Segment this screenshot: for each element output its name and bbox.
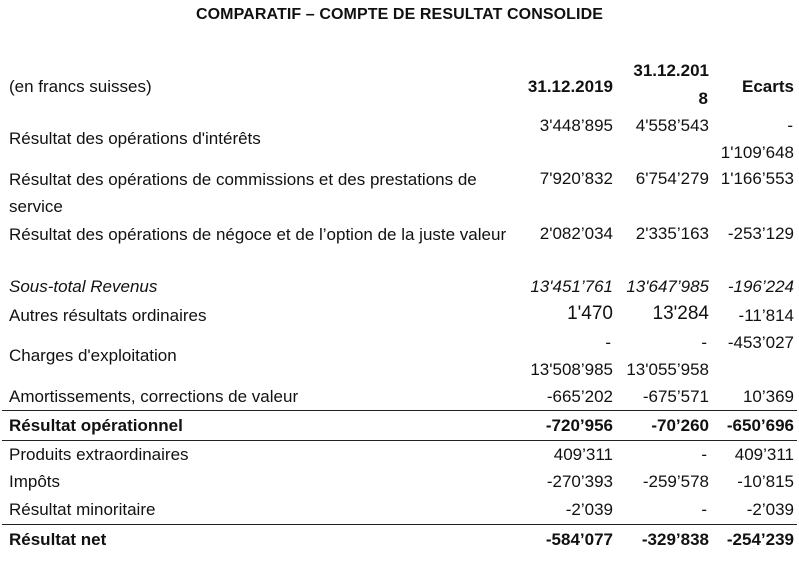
value-ecart: -254’239 — [726, 530, 794, 549]
value-ecart: -196’224 — [727, 277, 794, 296]
value-ecart: -11’814 — [738, 306, 794, 325]
value-ecart: 10’369 — [742, 387, 794, 406]
value-2018: -329’838 — [641, 530, 709, 549]
value-2019: -270’393 — [546, 472, 613, 491]
value-2019: -2’039 — [565, 500, 613, 519]
col-2018-header-line2: 8 — [698, 89, 708, 108]
row-label: Résultat net — [9, 530, 107, 549]
row-label: Impôts — [9, 472, 61, 491]
value-2019: -665’202 — [546, 387, 613, 406]
row-label: Résultat opérationnel — [9, 416, 183, 435]
value-ecart: -453’027 — [727, 333, 794, 352]
value-2018: -70’260 — [651, 416, 709, 435]
value-2018: 13'647’985 — [626, 277, 709, 296]
value-ecart: -253’129 — [727, 224, 794, 243]
row-label: Sous-total Revenus — [9, 277, 158, 296]
value-2018-line2: 13'055’958 — [626, 360, 709, 379]
divider — [2, 440, 797, 441]
row-label: Charges d'exploitation — [9, 346, 177, 365]
row-label: Résultat des opérations de commissions et des prestations de service — [9, 170, 477, 216]
unit-label: (en francs suisses) — [9, 77, 152, 96]
col-2018-header-line1: 31.12.201 — [633, 61, 709, 80]
value-ecart: -10’815 — [737, 472, 794, 491]
value-ecart: -650’696 — [726, 416, 794, 435]
value-2018: 13'284 — [652, 303, 709, 324]
value-ecart: -2’039 — [746, 500, 794, 519]
row-label: Résultat minoritaire — [9, 500, 156, 519]
col-ecarts-header: Ecarts — [742, 77, 794, 96]
page-title: COMPARATIF – COMPTE DE RESULTAT CONSOLIDE — [195, 6, 604, 23]
value-ecart-line2: 1'109’648 — [720, 143, 794, 162]
value-2018: -259’578 — [642, 472, 709, 491]
value-2019-line2: 13'508’985 — [530, 360, 613, 379]
row-label: Produits extraordinaires — [9, 445, 189, 464]
value-ecart: 1'166’553 — [720, 169, 794, 188]
row-label: Amortissements, corrections de valeur — [9, 387, 299, 406]
divider — [2, 410, 797, 411]
value-2019: -720’956 — [545, 416, 613, 435]
value-2019: 13'451’761 — [530, 277, 613, 296]
row-label: Résultat des opérations de négoce et de l’option de la juste valeur — [9, 225, 507, 244]
value-2018: 4'558’543 — [635, 116, 709, 135]
value-ecart-line1: - — [787, 116, 793, 135]
value-ecart: 409’311 — [734, 445, 794, 464]
col-2019-header: 31.12.2019 — [527, 77, 613, 96]
value-2018-line1: - — [701, 333, 707, 352]
row-label: Résultat des opérations d'intérêts — [9, 129, 261, 148]
value-2018: -675’571 — [642, 387, 709, 406]
value-2018: - — [701, 445, 707, 464]
value-2019-line1: - — [605, 333, 611, 352]
divider — [2, 524, 797, 525]
value-2019: -584’077 — [545, 530, 613, 549]
value-2019: 1'470 — [567, 303, 613, 324]
row-label: Autres résultats ordinaires — [9, 306, 207, 325]
value-2019: 3'448’895 — [539, 116, 613, 135]
value-2019: 7'920’832 — [539, 169, 613, 188]
value-2019: 2'082’034 — [539, 224, 613, 243]
value-2018: 2'335’163 — [635, 224, 709, 243]
value-2018: - — [701, 500, 707, 519]
value-2018: 6'754’279 — [635, 169, 709, 188]
value-2019: 409’311 — [553, 445, 613, 464]
